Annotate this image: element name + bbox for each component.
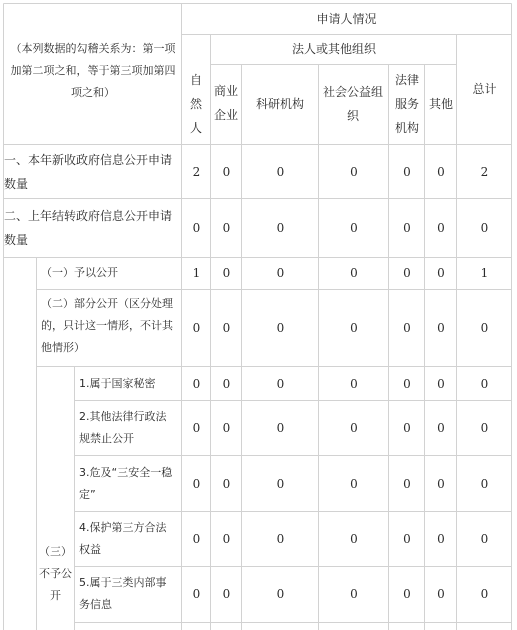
table-cell: 0	[276, 221, 285, 235]
table-cell: 0	[350, 532, 358, 546]
table-cell: 0	[403, 377, 411, 391]
table-cell: 0	[192, 532, 201, 546]
table-cell: 0	[192, 421, 201, 435]
header-research-institution: 科研机构	[255, 97, 304, 111]
table-cell: 0	[480, 421, 489, 435]
table-cell: 0	[222, 321, 231, 335]
table-cell: 0	[480, 587, 489, 601]
table-cell: 0	[437, 266, 445, 280]
table-cell: 0	[403, 587, 411, 601]
table-cell: 0	[350, 221, 358, 235]
header-commercial-enterprise: 商业企业	[214, 84, 239, 122]
header-other: 其他	[428, 97, 453, 111]
header-natural-person: 自然人	[189, 73, 202, 135]
table-cell: 1	[480, 266, 489, 280]
header-total: 总计	[472, 82, 497, 96]
table-cell: 0	[403, 266, 411, 280]
header-note: （本列数据的勾稽关系为：第一项加第二项之和，等于第三项加第四项之和）	[10, 42, 176, 99]
row-label-not-disclosed-group: （三）不予公开	[39, 545, 72, 602]
table-cell: 1	[192, 266, 201, 280]
table-cell: 2	[192, 164, 201, 179]
table-cell: 0	[437, 321, 445, 335]
table-cell: 0	[222, 221, 231, 235]
table-cell: 0	[437, 421, 445, 435]
header-social-welfare-org: 社会公益组织	[322, 85, 383, 123]
table-cell: 0	[192, 221, 201, 235]
row-label-partial: （二）部分公开（区分处理的，只计这一情形，不计其他情形）	[41, 297, 173, 354]
row-label-carried-over: 二、上年结转政府信息公开申请数量	[4, 209, 173, 247]
table-cell: 0	[276, 321, 285, 335]
table-cell: 0	[403, 221, 411, 235]
table-cell: 0	[192, 321, 201, 335]
table-cell: 0	[276, 532, 285, 546]
table-cell: 0	[192, 477, 201, 491]
table-cell: 0	[480, 377, 489, 391]
table-cell: 0	[222, 266, 231, 280]
row-label-state-secret: 1.属于国家秘密	[79, 377, 156, 390]
table-cell: 0	[480, 532, 489, 546]
table-cell: 0	[222, 421, 231, 435]
table-cell: 0	[480, 477, 489, 491]
table-cell: 0	[437, 221, 445, 235]
header-applicant-situation: 申请人情况	[316, 12, 377, 26]
table-cell: 0	[350, 587, 358, 601]
table-cell: 0	[276, 164, 285, 179]
table-cell: 0	[192, 377, 201, 391]
row-label-new-requests: 一、本年新收政府信息公开申请数量	[4, 152, 173, 191]
table-cell: 0	[350, 377, 358, 391]
table-cell: 0	[403, 421, 411, 435]
table-cell: 0	[222, 164, 231, 179]
table-cell: 0	[437, 532, 445, 546]
table-cell: 0	[437, 377, 445, 391]
table-cell: 0	[480, 321, 489, 335]
table-cell: 0	[350, 477, 358, 491]
table-cell: 0	[403, 164, 411, 179]
table-cell: 0	[222, 532, 231, 546]
row-label-disclosed: （一）予以公开	[41, 266, 118, 279]
row-label-law-prohibited: 2.其他法律行政法规禁止公开	[79, 410, 167, 445]
row-label-third-party: 4.保护第三方合法权益	[79, 521, 167, 556]
table-cell: 0	[350, 421, 358, 435]
table-cell: 0	[276, 266, 285, 280]
header-legal-or-other-orgs: 法人或其他组织	[291, 42, 376, 56]
table-cell: 0	[350, 164, 358, 179]
table-cell: 0	[437, 477, 445, 491]
row-label-three-safety: 3.危及“三安全一稳定”	[79, 466, 173, 501]
table-cell: 0	[350, 321, 358, 335]
table-cell: 0	[222, 587, 231, 601]
table-cell: 0	[192, 587, 201, 601]
table-cell: 0	[403, 477, 411, 491]
table-cell: 0	[350, 266, 358, 280]
table-cell: 0	[480, 221, 489, 235]
table-cell: 0	[403, 532, 411, 546]
table-cell: 0	[276, 587, 285, 601]
table-cell: 0	[437, 587, 445, 601]
header-legal-service-org: 法律服务机构	[394, 73, 419, 135]
table-cell: 0	[222, 377, 231, 391]
table-cell: 0	[276, 377, 285, 391]
table-cell: 0	[222, 477, 231, 491]
table-cell: 0	[276, 477, 285, 491]
row-label-internal-affairs: 5.属于三类内部事务信息	[79, 576, 167, 611]
table-cell: 0	[276, 421, 285, 435]
table-cell: 0	[437, 164, 445, 179]
table-cell: 2	[480, 164, 489, 179]
table-cell: 0	[403, 321, 411, 335]
